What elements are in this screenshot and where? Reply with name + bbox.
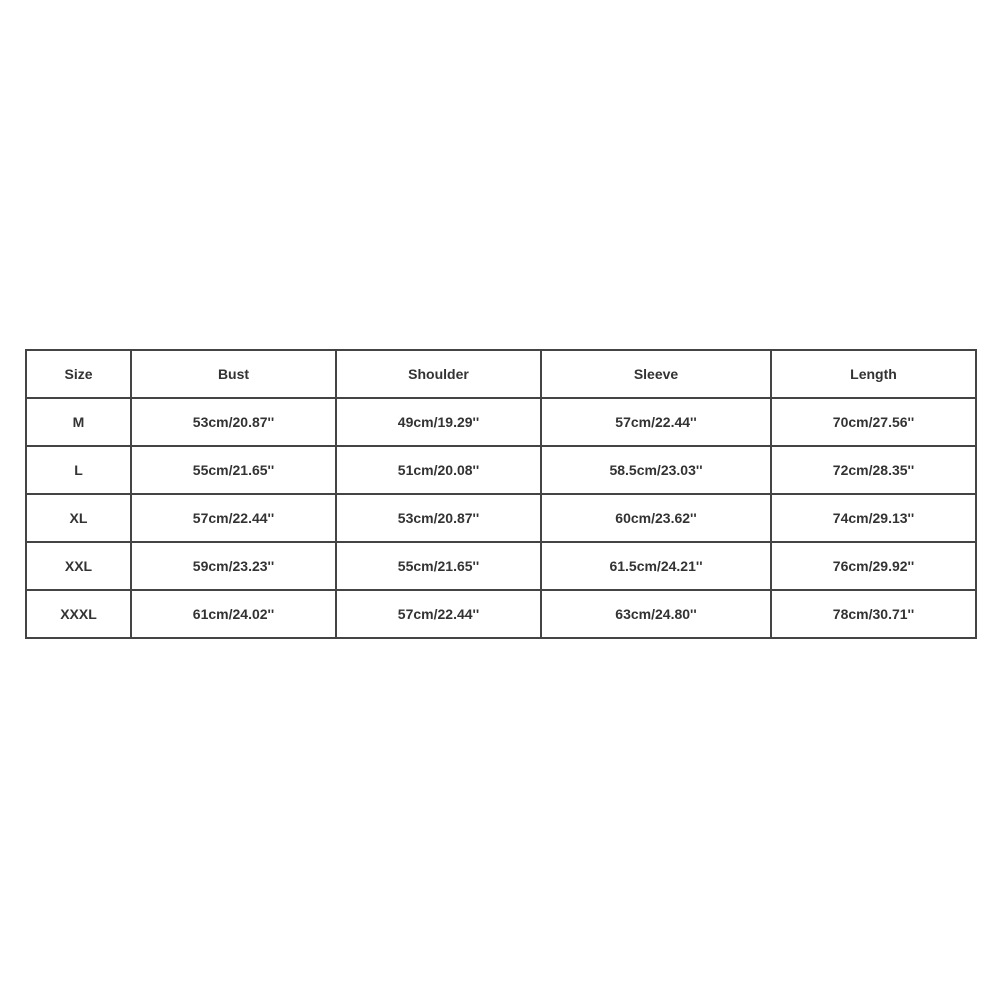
cell-length: 72cm/28.35'' <box>771 446 976 494</box>
cell-shoulder: 53cm/20.87'' <box>336 494 541 542</box>
cell-size: XXL <box>26 542 131 590</box>
cell-bust: 59cm/23.23'' <box>131 542 336 590</box>
cell-length: 78cm/30.71'' <box>771 590 976 638</box>
cell-shoulder: 55cm/21.65'' <box>336 542 541 590</box>
cell-size: XL <box>26 494 131 542</box>
cell-sleeve: 63cm/24.80'' <box>541 590 771 638</box>
cell-length: 74cm/29.13'' <box>771 494 976 542</box>
cell-size: L <box>26 446 131 494</box>
cell-length: 70cm/27.56'' <box>771 398 976 446</box>
table-row <box>26 590 976 638</box>
cell-shoulder: 49cm/19.29'' <box>336 398 541 446</box>
cell-bust: 55cm/21.65'' <box>131 446 336 494</box>
cell-bust: 61cm/24.02'' <box>131 590 336 638</box>
header-row <box>26 350 976 398</box>
cell-bust: 53cm/20.87'' <box>131 398 336 446</box>
cell-length: 76cm/29.92'' <box>771 542 976 590</box>
cell-sleeve: 58.5cm/23.03'' <box>541 446 771 494</box>
header-length: Length <box>771 350 976 398</box>
cell-bust: 57cm/22.44'' <box>131 494 336 542</box>
size-chart-table <box>25 349 977 639</box>
table-row <box>26 542 976 590</box>
table-row <box>26 494 976 542</box>
table-row <box>26 398 976 446</box>
cell-sleeve: 61.5cm/24.21'' <box>541 542 771 590</box>
cell-shoulder: 51cm/20.08'' <box>336 446 541 494</box>
header-shoulder: Shoulder <box>336 350 541 398</box>
cell-sleeve: 57cm/22.44'' <box>541 398 771 446</box>
header-sleeve: Sleeve <box>541 350 771 398</box>
header-size: Size <box>26 350 131 398</box>
cell-size: M <box>26 398 131 446</box>
cell-size: XXXL <box>26 590 131 638</box>
cell-sleeve: 60cm/23.62'' <box>541 494 771 542</box>
table-row <box>26 446 976 494</box>
cell-shoulder: 57cm/22.44'' <box>336 590 541 638</box>
header-bust: Bust <box>131 350 336 398</box>
